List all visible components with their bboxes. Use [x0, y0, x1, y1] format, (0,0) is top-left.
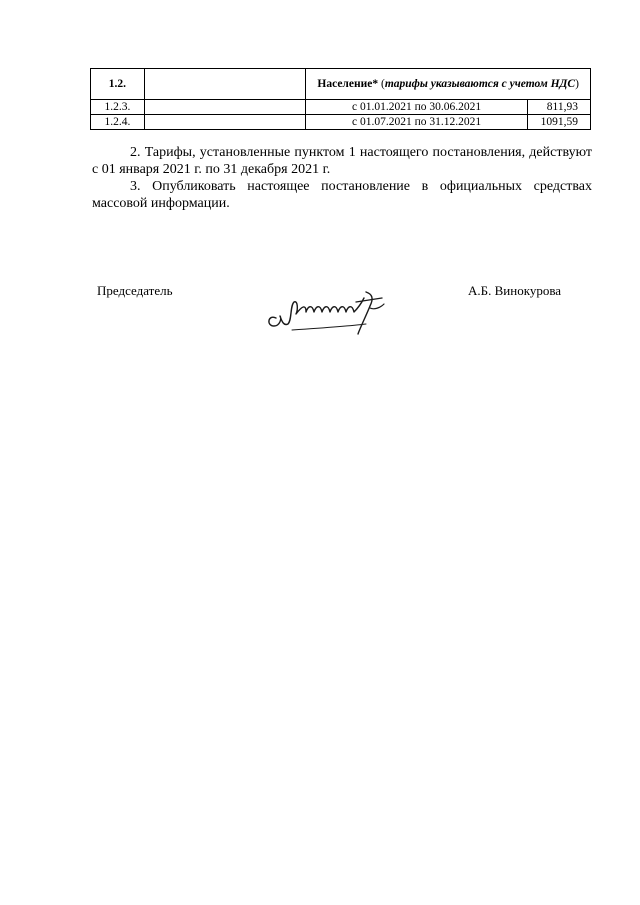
section-label-bold: Население*	[317, 77, 379, 90]
handwritten-signature	[262, 284, 392, 340]
row-value: 811,93	[527, 100, 590, 115]
row-number: 1.2.4.	[91, 115, 145, 130]
signatory-title: Председатель	[97, 283, 173, 298]
row-number: 1.2.3.	[91, 100, 145, 115]
signatory-name: А.Б. Винокурова	[468, 283, 562, 298]
section-label-italic: тарифы указываются с учетом НДС	[384, 77, 576, 90]
row-period: с 01.01.2021 по 30.06.2021	[306, 100, 528, 115]
tariff-table	[90, 68, 591, 130]
table-row	[91, 100, 591, 115]
empty-cell	[144, 100, 305, 115]
paragraph-2: 2. Тарифы, установленные пунктом 1 настоящего постановления, действуют с 01 января 2021 г. по 31 декабря 2021 г.	[92, 145, 592, 177]
section-label-close: )	[575, 77, 579, 90]
row-value: 1091,59	[527, 115, 590, 130]
empty-cell	[144, 69, 305, 100]
empty-cell	[144, 115, 305, 130]
section-label	[306, 69, 591, 100]
row-period: с 01.07.2021 по 31.12.2021	[306, 115, 528, 130]
table-row	[91, 115, 591, 130]
table-section-row	[91, 69, 591, 100]
section-label-open: (	[378, 77, 385, 90]
section-number: 1.2.	[91, 69, 145, 100]
paragraph-3: 3. Опубликовать настоящее постановление в официальных средствах массовой информации.	[92, 179, 592, 211]
